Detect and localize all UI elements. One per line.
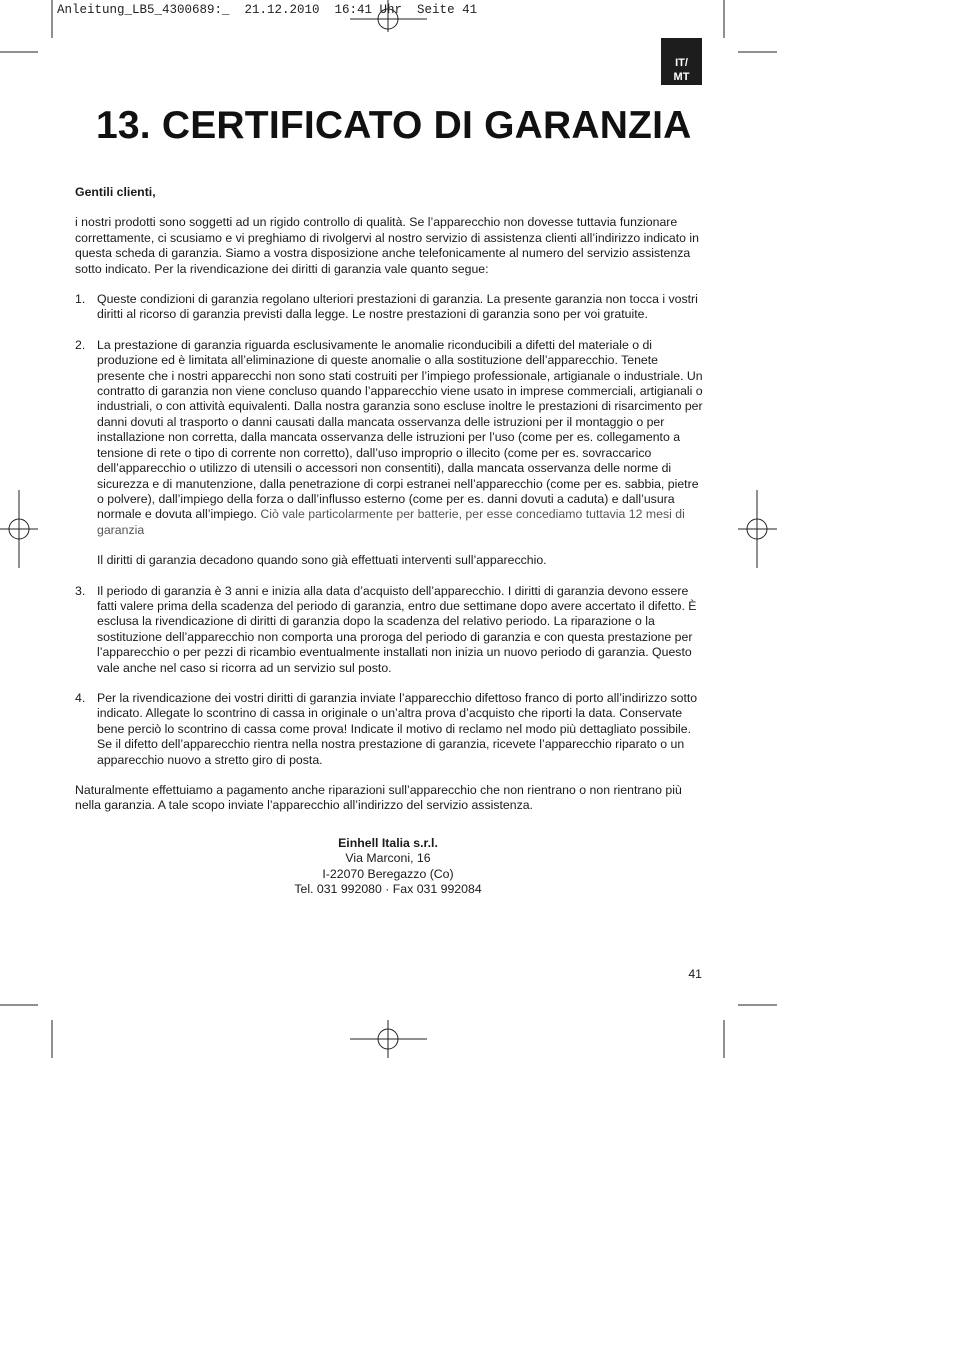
page-title: 13. CERTIFICATO DI GARANZIA xyxy=(96,104,692,147)
language-tab-line1: IT/ xyxy=(675,57,688,69)
address-city: I-22070 Beregazzo (Co) xyxy=(322,866,454,881)
salutation: Gentili clienti, xyxy=(75,185,156,199)
list-item xyxy=(75,691,705,768)
closing-paragraph: Naturalmente effettuiamo a pagamento anche riparazioni sull’apparecchio che non rientrano o non rientrano più nella garanzia. A tale scopo inviate l’apparecchio all’indirizzo del servizio assistenza. xyxy=(75,783,682,813)
battery-note: Ciò vale particolarmente per batterie, per esse concediamo tuttavia 12 mesi di garanzia xyxy=(97,507,685,537)
list-item-text: La prestazione di garanzia riguarda esclusivamente le anomalie riconducibili a difetti del materiale o di produzione ed è limitata all’eliminazione di queste anomalie o alla sostituzione dell’apparecchio. Tenete presente che i nostri apparecchi non sono stati costruiti per l’impiego professionale, artigianale o industriale. Un contratto di garanzia non viene concluso quando l’apparecchio viene usato in imprese commerciali, artigianali o industriali, o con attività equivalenti. Dalla nostra garanzia sono escluse inoltre le prestazioni di risarcimento per danni dovuti al trasporto o danni causati dalla mancata osservanza delle istruzioni per il montaggio o per installazione non corretta, dalla mancata osservanza delle istruzioni per l’uso (come per es. collegamento a tensione di rete o tipo di corrente non corretto), dall’uso improprio o illecito (come per es. sovraccarico dell’apparecchio o utilizzo di utensili o accessori non consentiti), dalla mancata osservanza delle norme di sicurezza e di manutenzione, dalla penetrazione di corpi estranei nell’apparecchio (come per es. sabbia, pietre o polvere), dall’impiego della forza o dall’influsso esterno (come per es. danni dovuti a caduta) e dall’usura normale e dovuta all’impiego. xyxy=(97,337,703,522)
list-item xyxy=(75,292,705,323)
registration-mark-left-circle xyxy=(9,519,29,539)
warranty-text xyxy=(75,185,705,814)
list-item xyxy=(75,584,705,676)
list-item-text: Queste condizioni di garanzia regolano ulteriori prestazioni di garanzia. La presente garanzia non tocca i vostri diritti al ricorso di garanzia previsti dalla legge. Le nostre prestazioni di garanzia sono per voi gratuite. xyxy=(97,292,698,322)
service-address xyxy=(238,836,538,898)
list-item-text: Per la rivendicazione dei vostri diritti di garanzia inviate l’apparecchio difettoso franco di porto all’indirizzo sotto indicato. Allegate lo scontrino di cassa in originale o un’altra prova d’acquisto che riporti la data. Conservate bene perciò lo scontrino di cassa come prova! Indicate il motivo di reclamo nel modo più dettagliato possibile. Se il difetto dell’apparecchio rientra nella nostra prestazione di garanzia, ricevete l’apparecchio riparato o un apparecchio nuovo a stretto giro di posta. xyxy=(97,690,698,767)
intro-paragraph: i nostri prodotti sono soggetti ad un rigido controllo di qualità. Se l’apparecchio non dovesse tuttavia funzionare correttamente, ci scusiamo e vi preghiamo di rivolgervi al nostro servizio di assistenza clienti all’indirizzo indicato in questa scheda di garanzia. Siamo a vostra disposizione anche telefonicamente al numero del servizio assistenza sotto indicato. Per la rivendicazione dei diritti di garanzia vale quanto segue: xyxy=(75,215,699,276)
language-tab xyxy=(661,38,702,85)
print-slug: Anleitung_LB5_4300689:_ 21.12.2010 16:41 Uhr Seite 41 xyxy=(57,3,478,17)
address-contact: Tel. 031 992080 · Fax 031 992084 xyxy=(294,882,482,897)
list-item-extra: Il diritti di garanzia decadono quando sono già effettuati interventi sull’apparecchio. xyxy=(97,553,547,568)
conditions-list xyxy=(75,292,705,768)
list-item xyxy=(75,338,705,569)
registration-mark-right-circle xyxy=(747,519,767,539)
list-item-number: 3. xyxy=(75,583,86,598)
list-item-text: Il periodo di garanzia è 3 anni e inizia alla data d’acquisto dell’apparecchio. I diritti di garanzia devono essere fatti valere prima della scadenza del periodo di garanzia, entro due settimane dopo avere accertato il difetto. È esclusa la rivendicazione di diritti di garanzia dopo la scadenza del relativo periodo. La riparazione o la sostituzione dell’apparecchio non comporta una proroga del periodo di garanzia e con questa prestazione per l’apparecchio o per pezzi di ricambio eventualmente installati non inizia un nuovo periodo di garanzia. Questo vale anche nel caso si ricorra ad un servizio sul posto. xyxy=(97,583,697,675)
registration-mark-bottom-circle xyxy=(378,1029,398,1049)
list-item-number: 1. xyxy=(75,292,86,307)
company-name: Einhell Italia s.r.l. xyxy=(338,836,438,850)
language-tab-line2: MT xyxy=(673,71,690,83)
page-number: 41 xyxy=(688,967,702,981)
list-item-number: 4. xyxy=(75,690,86,705)
address-street: Via Marconi, 16 xyxy=(345,851,431,866)
list-item-number: 2. xyxy=(75,337,86,352)
